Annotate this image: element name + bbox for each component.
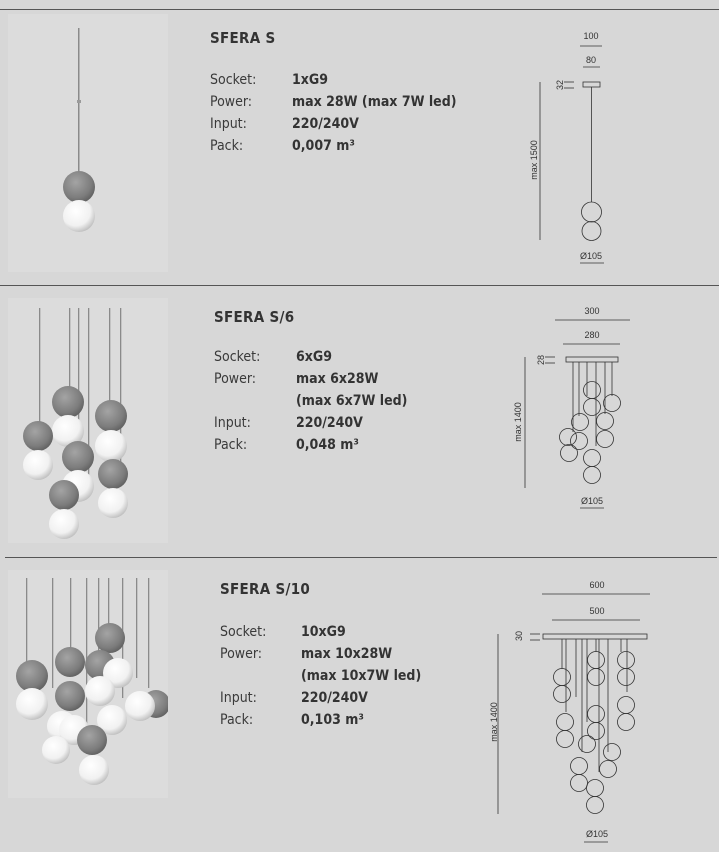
dim-diameter: Ø105 [585, 829, 609, 839]
spec-value-input: 220/240V [296, 415, 363, 431]
product-name: SFERA S [210, 29, 276, 47]
spec-label-pack: Pack: [220, 712, 254, 728]
product-photo-sfera-s [8, 14, 168, 272]
dim-max-height: max 1500 [529, 140, 539, 180]
technical-drawing-sfera-s10 [488, 572, 658, 848]
technical-drawing-sfera-s6 [500, 296, 650, 516]
dim-diameter: Ø105 [579, 251, 603, 261]
spec-list [210, 69, 510, 159]
spec-label-input: Input: [210, 116, 247, 132]
spec-label-pack: Pack: [214, 437, 248, 453]
divider-1 [0, 285, 719, 286]
spec-label-pack: Pack: [210, 138, 244, 154]
spec-label-socket: Socket: [210, 72, 257, 88]
dim-outer-width: 100 [583, 31, 599, 41]
divider-2 [5, 557, 717, 558]
spec-value-pack: 0,103 m³ [301, 712, 364, 728]
spec-value-power: max 28W (max 7W led) [292, 94, 457, 110]
product-name: SFERA S/6 [214, 308, 295, 326]
spec-label-input: Input: [220, 690, 257, 706]
spec-value-pack: 0,007 m³ [292, 138, 355, 154]
dim-inner-width: 80 [585, 55, 597, 65]
dim-canopy-height: 28 [536, 354, 546, 366]
spec-value-power-led: (max 6x7W led) [296, 393, 408, 409]
spec-value-input: 220/240V [292, 116, 359, 132]
dim-outer-width: 300 [584, 306, 600, 316]
dim-max-height: max 1400 [513, 402, 523, 442]
spec-label-socket: Socket: [214, 349, 261, 365]
spec-value-socket: 1xG9 [292, 72, 328, 88]
dim-inner-width: 500 [589, 606, 605, 616]
spec-label-input: Input: [214, 415, 251, 431]
spec-value-input: 220/240V [301, 690, 368, 706]
spec-list [214, 346, 514, 458]
spec-list [220, 621, 520, 733]
product-photo-sfera-s10 [8, 570, 168, 798]
spec-value-pack: 0,048 m³ [296, 437, 359, 453]
spec-value-power-led: (max 10x7W led) [301, 668, 422, 684]
product-photo-sfera-s6 [8, 298, 168, 543]
dim-diameter: Ø105 [580, 496, 604, 506]
product-name: SFERA S/10 [220, 580, 311, 598]
spec-value-socket: 6xG9 [296, 349, 332, 365]
dim-outer-width: 600 [589, 580, 605, 590]
spec-label-power: Power: [220, 646, 263, 662]
spec-label-socket: Socket: [220, 624, 267, 640]
spec-value-power: max 6x28W [296, 371, 379, 387]
dim-inner-width: 280 [584, 330, 600, 340]
technical-drawing-sfera-s [520, 20, 650, 270]
spec-label-power: Power: [214, 371, 257, 387]
dim-canopy-height: 30 [514, 630, 524, 642]
spec-value-socket: 10xG9 [301, 624, 346, 640]
dim-max-height: max 1400 [489, 702, 499, 742]
top-divider [0, 9, 719, 10]
spec-value-power: max 10x28W [301, 646, 393, 662]
dim-canopy-height: 32 [555, 79, 565, 91]
spec-label-power: Power: [210, 94, 253, 110]
